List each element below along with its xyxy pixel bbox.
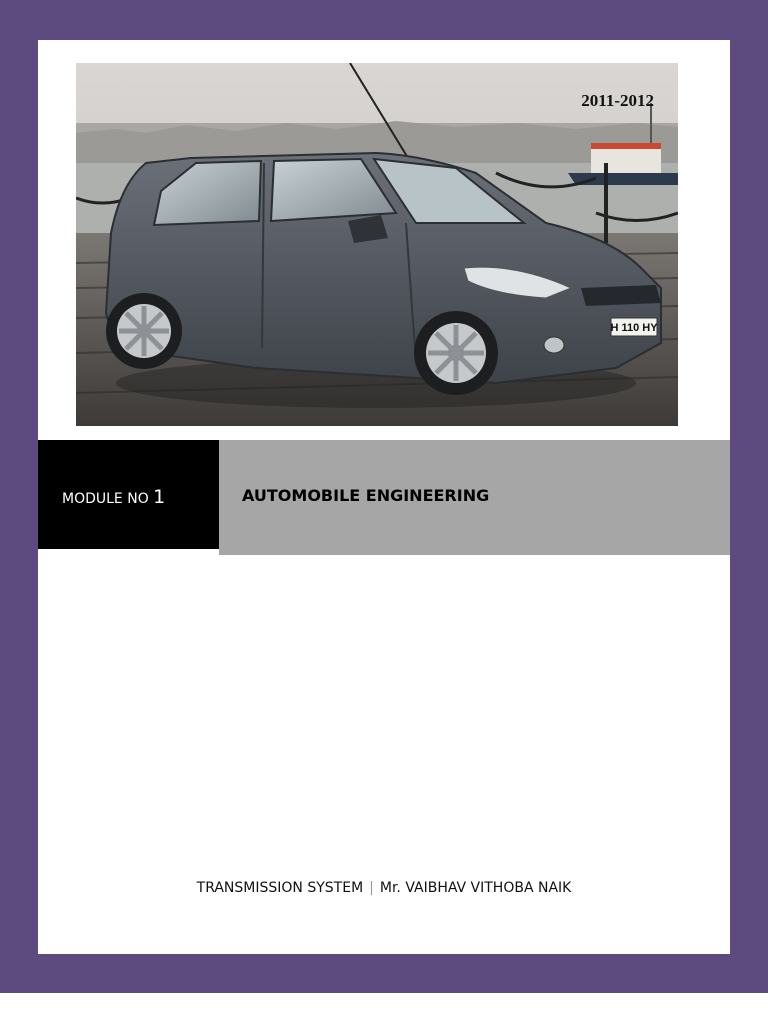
- module-number: 1: [153, 486, 166, 508]
- footer-author: Mr. VAIBHAV VITHOBA NAIK: [379, 880, 572, 896]
- cover-page: [38, 40, 730, 954]
- module-label: [62, 486, 165, 508]
- rear-wheel-icon: [106, 293, 182, 369]
- title-bar: [219, 440, 730, 555]
- year-label: 2011-2012: [581, 91, 654, 110]
- car-photo: [76, 63, 678, 426]
- cover-photo: [76, 63, 678, 426]
- document-title: AUTOMOBILE ENGINEERING: [242, 486, 490, 505]
- module-prefix: MODULE NO: [62, 491, 149, 507]
- footer-separator: |: [369, 880, 374, 896]
- front-wheel-icon: [414, 311, 498, 395]
- module-box: [38, 440, 219, 549]
- footer: [38, 880, 730, 896]
- footer-topic: TRANSMISSION SYSTEM: [196, 880, 364, 896]
- svg-text:H 110 HY: H 110 HY: [610, 322, 658, 334]
